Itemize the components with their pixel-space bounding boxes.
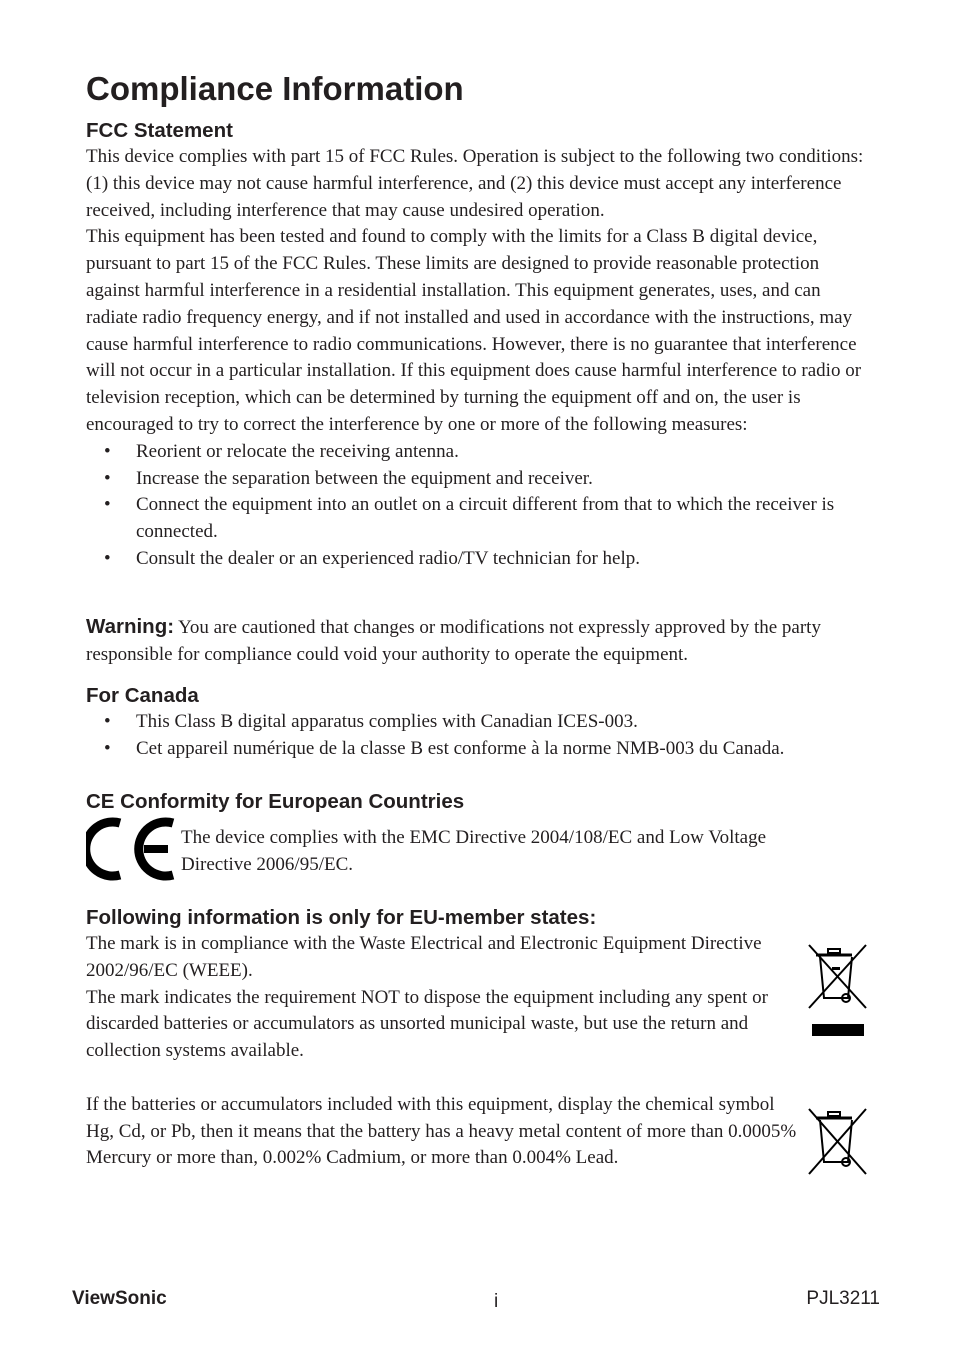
canada-heading: For Canada [86, 684, 199, 707]
canada-section [86, 683, 876, 763]
eu-paragraph-2: The mark indicates the requirement NOT to dispose the equipment including any spent or discarded batteries or accumulators as unsorted municipal waste, but use the return and collection systems available. [86, 986, 768, 1062]
bullet-icon: • [104, 737, 111, 759]
ce-mark-icon [86, 816, 176, 882]
eu-paragraph-1: The mark is in compliance with the Waste Electrical and Electronic Equipment Directive 2002/96/EC (WEEE). [86, 933, 762, 981]
footer-brand: ViewSonic [72, 1288, 167, 1309]
bullet-icon: • [104, 467, 111, 489]
bullet-icon: • [104, 440, 111, 462]
warning-text: You are cautioned that changes or modifications not expressly approved by the party responsible for compliance could void your authority to operate the equipment. [86, 617, 821, 665]
fcc-heading: FCC Statement [86, 119, 233, 142]
fcc-paragraph-2: This equipment has been tested and found to comply with the limits for a Class B digital device, pursuant to part 15 of the FCC Rules. These limits are designed to provide reasonable protection against harmful interference in a residential installation. This equipment generates, uses, and can radiate radio frequency energy, and if not installed and used in accordance with the instructions, may cause harmful interference to radio communications. However, there is no guarantee that interference will not occur in a particular installation. If this equipment does cause harmful interference to radio or television reception, which can be determined by turning the equipment off and on, the user is encouraged to try to correct the interference by one or more of the following measures: [86, 226, 862, 435]
list-item: • Cet appareil numérique de la classe B est conforme à la norme NMB-003 du Canada. [86, 736, 876, 763]
warning-label: Warning: [86, 615, 175, 638]
ce-section-heading-wrap [86, 789, 876, 815]
eu-heading: Following information is only for EU-member states: [86, 906, 597, 929]
footer-page-number: i [494, 1291, 499, 1312]
list-item: • Consult the dealer or an experienced radio/TV technician for help. [86, 546, 876, 573]
bullet-icon: • [104, 711, 111, 732]
ce-text: The device complies with the EMC Directive 2004/108/EC and Low Voltage Directive 2006/95/EC. [181, 827, 767, 875]
warning-section [86, 614, 876, 669]
fcc-paragraph-1: This device complies with part 15 of FCC Rules. Operation is subject to the following two conditions: (1) this device may not cause harmful interference, and (2) this device must accept any interference received, including interference that may cause undesired operation. [86, 146, 864, 221]
crossed-out-wheeled-bin-icon [806, 1106, 870, 1178]
page-title: Compliance Information [86, 70, 464, 107]
bullet-icon: • [104, 494, 111, 516]
bullet-icon: • [104, 547, 111, 569]
list-item: • Reorient or relocate the receiving antenna. [86, 439, 876, 466]
canada-list [86, 709, 876, 763]
list-item: • Connect the equipment into an outlet on a circuit different from that to which the receiver is connected. [104, 494, 835, 543]
fcc-measures-list [86, 439, 876, 573]
ce-heading: CE Conformity for European Countries [86, 790, 465, 813]
warning-paragraph [86, 614, 876, 669]
crossed-out-wheeled-bin-with-bar-icon [806, 944, 870, 1039]
eu-section [86, 905, 806, 1172]
list-item: • This Class B digital apparatus complies with Canadian ICES-003. [86, 709, 876, 736]
list-item: • Increase the separation between the equipment and receiver. [86, 466, 876, 493]
ce-text-block [181, 825, 841, 879]
fcc-section [86, 118, 876, 573]
footer-model: PJL3211 [806, 1288, 880, 1309]
eu-paragraph-3: If the batteries or accumulators included with this equipment, display the chemical symbol Hg, Cd, or Pb, then it means that the battery has a heavy metal content of more than 0.0005% Mercury or more than, 0.002% Cadmium, or more than 0.004% Lead. [86, 1093, 797, 1169]
